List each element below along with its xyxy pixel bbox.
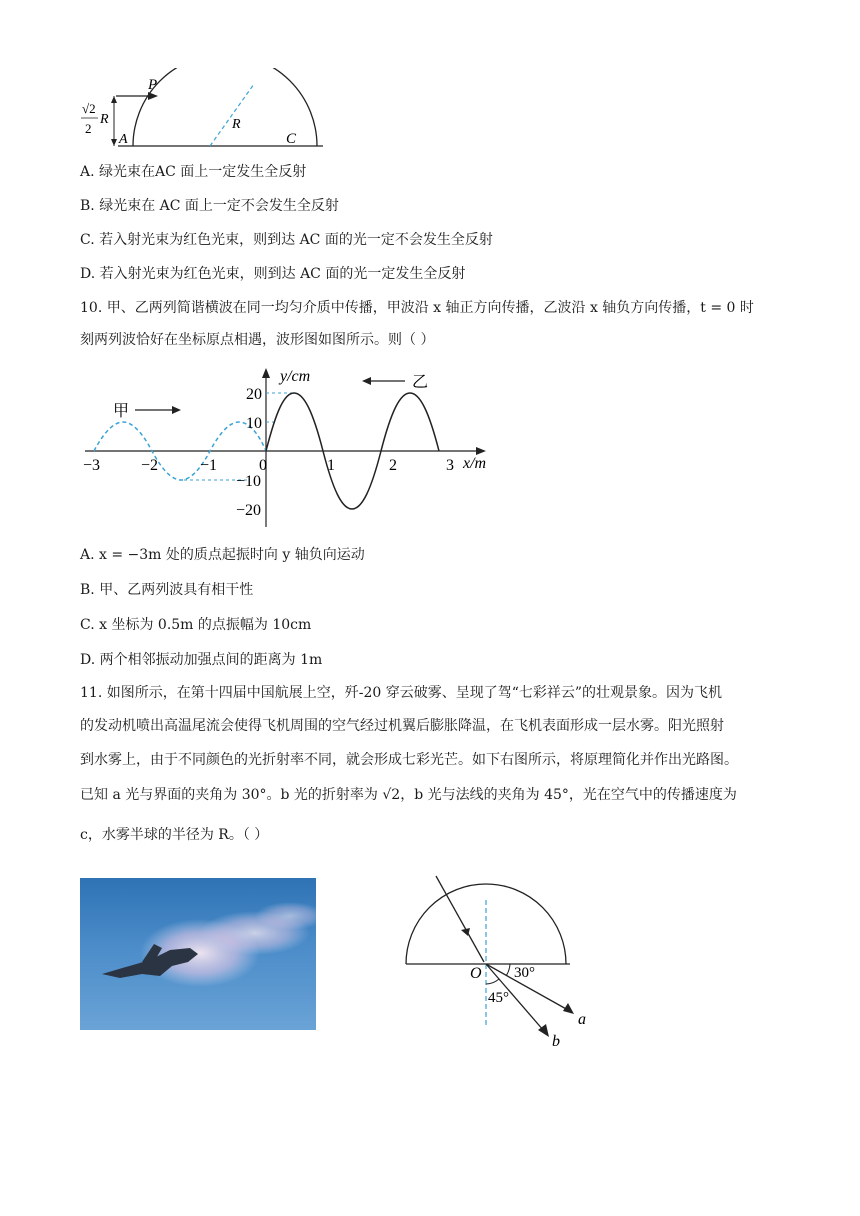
q10-stem-line1: 10. 甲、乙两列简谐横波在同一均匀介质中传播，甲波沿 x 轴正方向传播，乙波沿 x 轴负方向传播，t = 0 时	[80, 300, 754, 316]
light-path-figure	[398, 866, 598, 1051]
angle-30-label: 30°	[514, 965, 535, 981]
label-C: C	[286, 131, 297, 147]
y-tick-neg10: −10	[236, 473, 262, 490]
radius-dashed	[210, 84, 254, 146]
x-tick-2: 2	[389, 457, 397, 474]
label-A: A	[119, 132, 128, 147]
frac-R: R	[100, 112, 109, 127]
q11-line4: 已知 a 光与界面的夹角为 30°。b 光的折射率为 √2，b 光与法线的夹角为 45°，光在空气中的传播速度为	[80, 787, 737, 803]
label-R: R	[232, 117, 241, 132]
x-tick-0: 0	[259, 457, 267, 474]
label-yi: 乙	[412, 374, 429, 391]
y-axis-label: y/cm	[280, 368, 311, 385]
y-tick-10: 10	[246, 415, 262, 432]
q10-option-b: B. 甲、乙两列波具有相干性	[80, 582, 254, 598]
q9-option-b: B. 绿光束在 AC 面上一定不会发生全反射	[80, 198, 339, 214]
jet-photo	[80, 878, 316, 1030]
q10-option-d: D. 两个相邻振动加强点间的距离为 1m	[80, 652, 323, 668]
q9-option-a: A. 绿光束在AC 面上一定发生全反射	[80, 164, 307, 180]
beam-arrowhead	[148, 92, 158, 100]
q10-option-a: A. x = −3m 处的质点起振时向 y 轴负向运动	[80, 547, 365, 563]
q11-line2: 的发动机喷出高温尾流会使得飞机周围的空气经过机翼后膨胀降温，在飞机表面形成一层水雾。阳光照射	[80, 718, 724, 734]
frac-numerator: √2	[82, 101, 96, 116]
label-O: O	[470, 965, 482, 982]
y-tick-20: 20	[246, 386, 262, 403]
x-tick-1: 1	[327, 457, 335, 474]
angle-45-label: 45°	[488, 990, 509, 1006]
q11-line3: 到水雾上，由于不同颜色的光折射率不同，就会形成七彩光芒。如下右图所示，将原理简化并作出光路图。	[80, 752, 738, 768]
q11-line5: c，水雾半球的半径为 R。（ ）	[80, 827, 269, 843]
q11-line1: 11. 如图所示，在第十四届中国航展上空，歼-20 穿云破雾、呈现了驾“七彩祥云”的壮观景象。因为飞机	[80, 685, 723, 701]
semicircle-figure	[78, 68, 338, 154]
label-P: P	[148, 77, 158, 93]
y-tick-neg20: −20	[236, 502, 262, 519]
x-tick-neg1: −1	[200, 457, 218, 474]
label-a: a	[578, 1011, 586, 1028]
frac-denominator: 2	[85, 121, 92, 136]
q10-option-c: C. x 坐标为 0.5m 的点振幅为 10cm	[80, 617, 312, 633]
x-tick-neg2: −2	[141, 457, 159, 474]
label-b: b	[552, 1033, 560, 1050]
q9-option-d: D. 若入射光束为红色光束，则到达 AC 面的光一定发生全反射	[80, 266, 466, 282]
x-axis-label: x/m	[463, 455, 487, 472]
q10-stem-line2: 刻两列波恰好在坐标原点相遇，波形图如图所示。则（ ）	[80, 332, 435, 348]
x-tick-3: 3	[446, 457, 454, 474]
x-tick-neg3: −3	[83, 457, 101, 474]
label-jia: 甲	[113, 403, 130, 420]
wave-figure	[80, 362, 500, 532]
q9-option-c: C. 若入射光束为红色光束，则到达 AC 面的光一定不会发生全反射	[80, 232, 493, 248]
